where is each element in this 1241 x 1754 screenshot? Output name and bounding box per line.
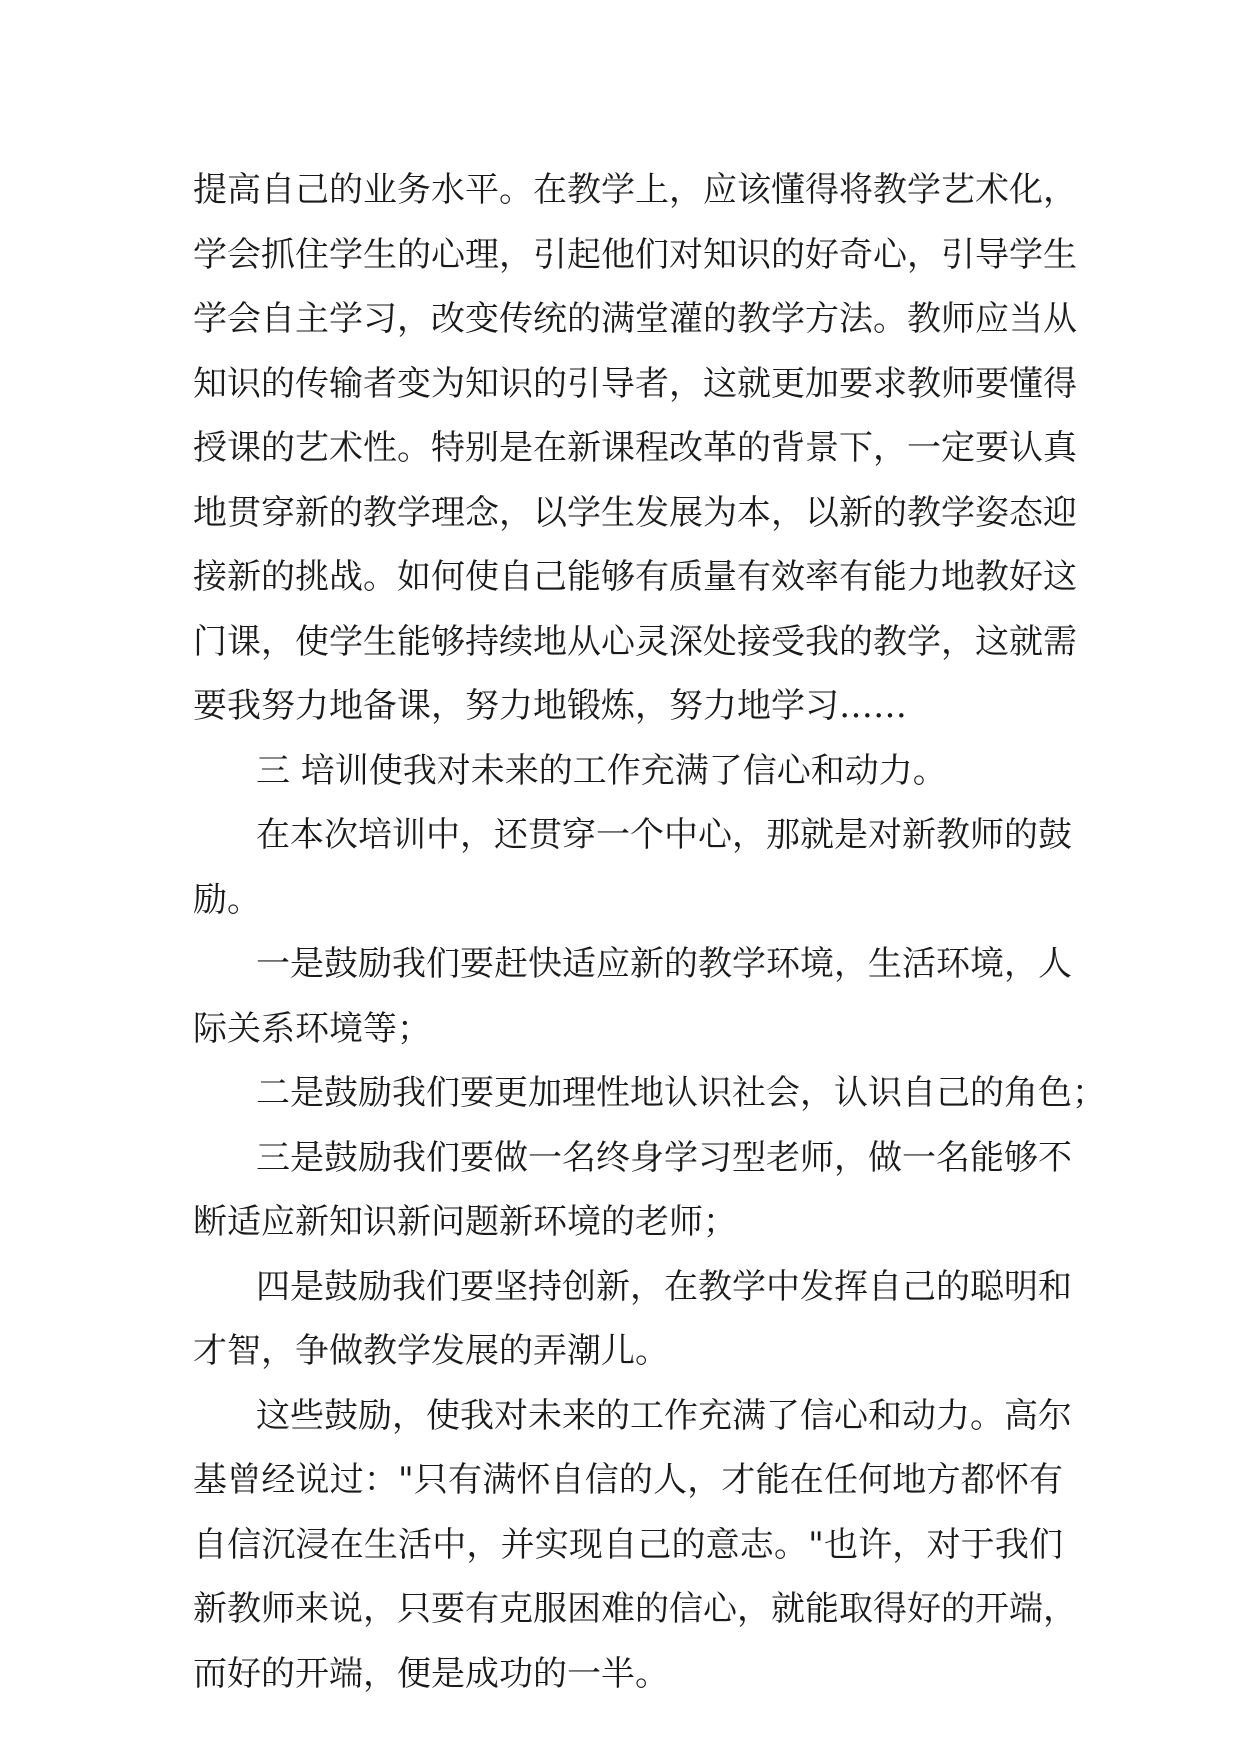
text-line: 学会自主学习，改变传统的满堂灌的教学方法。教师应当从 xyxy=(193,299,1077,339)
text-line: 知识的传输者变为知识的引导者，这就更加要求教师要懂得 xyxy=(193,363,1077,404)
text-line: 基曾经说过："只有满怀自信的人，才能在任何地方都怀有 xyxy=(193,1460,1063,1500)
text-line: 才智，争做教学发展的弄潮儿。 xyxy=(193,1331,669,1371)
text-line: 提高自己的业务水平。在教学上，应该懂得将教学艺术化， xyxy=(193,170,1077,210)
text-line: 在本次培训中，还贯穿一个中心，那就是对新教师的鼓 xyxy=(256,815,1072,855)
text-line: 三是鼓励我们要做一名终身学习型老师，做一名能够不 xyxy=(256,1137,1072,1178)
text-line: 四是鼓励我们要坚持创新，在教学中发挥自己的聪明和 xyxy=(256,1266,1072,1307)
text-line: 二是鼓励我们要更加理性地认识社会，认识自己的角色； xyxy=(256,1073,1106,1113)
text-line: 而好的开端，便是成功的一半。 xyxy=(193,1653,669,1694)
section-heading: 三 培训使我对未来的工作充满了信心和动力。 xyxy=(256,750,947,791)
text-line: 这些鼓励，使我对未来的工作充满了信心和动力。高尔 xyxy=(256,1395,1072,1436)
text-line: 际关系环境等； xyxy=(193,1008,431,1049)
text-line: 断适应新知识新问题新环境的老师； xyxy=(193,1202,737,1242)
text-line: 地贯穿新的教学理念，以学生发展为本，以新的教学姿态迎 xyxy=(193,492,1077,533)
text-line: 励。 xyxy=(193,879,261,920)
text-line: 接新的挑战。如何使自己能够有质量有效率有能力地教好这 xyxy=(193,557,1077,597)
text-line: 一是鼓励我们要赶快适应新的教学环境，生活环境，人 xyxy=(256,944,1072,984)
text-line: 门课，使学生能够持续地从心灵深处接受我的教学，这就需 xyxy=(193,621,1077,662)
text-line: 授课的艺术性。特别是在新课程改革的背景下，一定要认真 xyxy=(193,428,1077,468)
text-line: 新教师来说，只要有克服困难的信心，就能取得好的开端， xyxy=(193,1589,1077,1629)
text-line: 学会抓住学生的心理，引起他们对知识的好奇心，引导学生 xyxy=(193,234,1077,275)
document-body xyxy=(193,158,1106,1706)
text-line: 自信沉浸在生活中，并实现自己的意志。"也许，对于我们 xyxy=(193,1524,1063,1565)
text-line: 要我努力地备课，努力地锻炼，努力地学习…… xyxy=(193,686,907,726)
